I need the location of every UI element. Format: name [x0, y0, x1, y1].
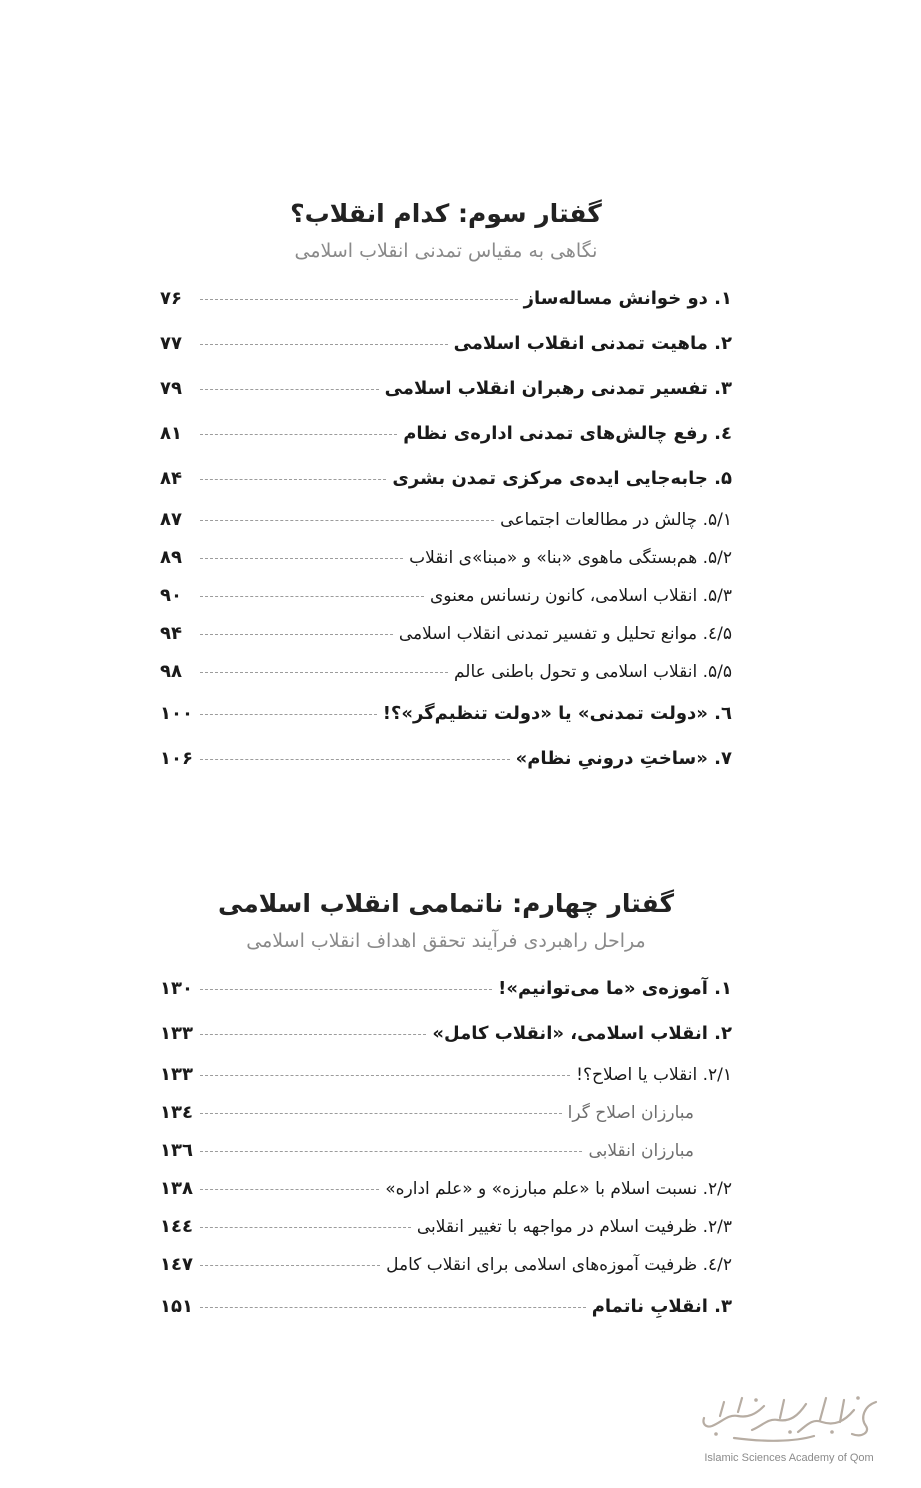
toc-entry-page: ۹۸ — [160, 661, 182, 682]
toc-entry[interactable] — [160, 966, 732, 1011]
toc-entry-label: مبارزان اصلاح گرا — [567, 1103, 694, 1123]
toc-entry-page: ۱۳۸ — [160, 1178, 193, 1199]
toc-entry-page: ۸۱ — [160, 423, 182, 444]
dot-leader — [200, 344, 448, 345]
toc-entry-page: ۷۹ — [160, 378, 182, 399]
toc-entry-page: ۱۳۰ — [160, 978, 193, 999]
toc-entry-label: ٤. رفع چالش‌های تمدنی اداره‌ی نظام — [403, 423, 732, 444]
dot-leader — [200, 389, 379, 390]
toc-entry[interactable] — [160, 691, 732, 736]
toc-entry[interactable] — [160, 1170, 732, 1208]
toc-entry-page: ۱٤٤ — [160, 1216, 193, 1237]
chapter-3-toc — [160, 276, 732, 781]
dot-leader — [200, 1189, 379, 1190]
dot-leader — [200, 1307, 586, 1308]
toc-entry-label: ۳. انقلابِ ناتمام — [591, 1296, 732, 1317]
chapter-3-title: گفتار سوم: کدام انقلاب؟ — [290, 199, 602, 228]
toc-entry[interactable] — [160, 1246, 732, 1284]
toc-entry-page: ۱۳۳ — [160, 1023, 193, 1044]
toc-entry-label: ۱. دو خوانش مساله‌ساز — [523, 288, 732, 309]
chapter-3-section — [160, 196, 732, 781]
toc-entry[interactable] — [160, 577, 732, 615]
toc-entry-page: ۸۷ — [160, 509, 182, 530]
toc-entry-label: ۲/۲. نسبت اسلام با «علم مبارزه» و «علم اداره» — [385, 1179, 732, 1199]
toc-entry-label: ۵. جابه‌جایی ایده‌ی مرکزی تمدن بشری — [392, 468, 732, 489]
toc-entry-page: ۱۰۶ — [160, 748, 193, 769]
toc-entry[interactable] — [160, 1284, 732, 1329]
calligraphy-logo-icon — [694, 1392, 884, 1450]
toc-entry-page: ۹۴ — [160, 623, 182, 644]
toc-entry[interactable] — [160, 1208, 732, 1246]
toc-entry-label: ۵/۵. انقلاب اسلامی و تحول باطنی عالم — [453, 662, 732, 682]
toc-entry-page: ۱٤۷ — [160, 1254, 193, 1275]
dot-leader — [200, 759, 510, 760]
dot-leader — [200, 989, 492, 990]
toc-entry[interactable] — [160, 321, 732, 366]
dot-leader — [200, 1227, 411, 1228]
toc-entry[interactable] — [160, 276, 732, 321]
dot-leader — [200, 479, 386, 480]
toc-entry[interactable] — [160, 366, 732, 411]
toc-entry[interactable] — [160, 615, 732, 653]
toc-entry-label: ۲/۳. ظرفیت اسلام در مواجهه با تغییر انقلابی — [416, 1217, 732, 1237]
dot-leader — [200, 558, 403, 559]
toc-entry-label: ٦. «دولت تمدنی» یا «دولت تنظیم‌گر»؟! — [382, 703, 732, 724]
toc-entry-label: ۲/۱. انقلاب یا اصلاح؟! — [576, 1065, 732, 1085]
academy-logo — [694, 1392, 884, 1472]
toc-entry-label: ۲. ماهیت تمدنی انقلاب اسلامی — [453, 333, 732, 354]
toc-entry[interactable] — [160, 456, 732, 501]
chapter-4-section — [160, 886, 732, 1329]
dot-leader — [200, 672, 448, 673]
toc-entry[interactable] — [160, 501, 732, 539]
toc-entry[interactable] — [160, 653, 732, 691]
dot-leader — [200, 1113, 562, 1114]
toc-entry[interactable] — [160, 539, 732, 577]
toc-entry-label: مبارزان انقلابی — [588, 1141, 694, 1161]
chapter-4-title: گفتار چهارم: ناتمامی انقلاب اسلامی — [218, 889, 674, 918]
toc-entry-label: ۱. آموزه‌ی «ما می‌توانیم»! — [498, 978, 732, 999]
chapter-4-subtitle: مراحل راهبردی فرآیند تحقق اهداف انقلاب اسلامی — [246, 930, 646, 952]
dot-leader — [200, 1265, 380, 1266]
academy-name-caption: Islamic Sciences Academy of Qom — [704, 1452, 874, 1464]
dot-leader — [200, 1151, 582, 1152]
toc-entry-label: ۵/۳. انقلاب اسلامی، کانون رنسانس معنوی — [430, 586, 732, 606]
toc-entry-page: ۱۰۰ — [160, 703, 193, 724]
toc-entry[interactable] — [160, 411, 732, 456]
toc-entry-page: ۸۹ — [160, 547, 182, 568]
dot-leader — [200, 299, 518, 300]
toc-entry[interactable] — [160, 1132, 732, 1170]
toc-entry-label: ۲. انقلاب اسلامی، «انقلاب کامل» — [432, 1023, 732, 1044]
toc-entry-label: ۲/٤. ظرفیت آموزه‌های اسلامی برای انقلاب کامل — [386, 1255, 732, 1275]
toc-entry-label: ۳. تفسیر تمدنی رهبران انقلاب اسلامی — [384, 378, 732, 399]
toc-entry[interactable] — [160, 1056, 732, 1094]
toc-entry-label: ۵/۲. هم‌بستگی ماهوی «بنا» و «مبنا»ی انقلاب — [409, 548, 732, 568]
toc-entry-page: ۱۳٦ — [160, 1140, 193, 1161]
toc-entry-page: ۹۰ — [160, 585, 182, 606]
toc-entry-page: ۷۶ — [160, 288, 182, 309]
toc-entry[interactable] — [160, 1011, 732, 1056]
dot-leader — [200, 1075, 570, 1076]
dot-leader — [200, 434, 397, 435]
toc-entry-page: ۱۳۳ — [160, 1064, 193, 1085]
toc-entry-page: ۱۳٤ — [160, 1102, 193, 1123]
dot-leader — [200, 520, 494, 521]
dot-leader — [200, 596, 424, 597]
chapter-4-toc — [160, 966, 732, 1329]
toc-entry-label: ۷. «ساختِ درونیِ نظام» — [515, 748, 732, 769]
chapter-3-subtitle: نگاهی به مقیاس تمدنی انقلاب اسلامی — [294, 240, 598, 262]
toc-entry-label: ۵/٤. موانع تحلیل و تفسیر تمدنی انقلاب اسلامی — [398, 624, 732, 644]
toc-entry-page: ۸۴ — [160, 468, 182, 489]
dot-leader — [200, 634, 393, 635]
dot-leader — [200, 714, 377, 715]
toc-entry[interactable] — [160, 1094, 732, 1132]
toc-entry-label: ۵/۱. چالش در مطالعات اجتماعی — [500, 510, 732, 530]
toc-entry-page: ۱۵۱ — [160, 1296, 193, 1317]
toc-entry[interactable] — [160, 736, 732, 781]
toc-entry-page: ۷۷ — [160, 333, 182, 354]
dot-leader — [200, 1034, 426, 1035]
